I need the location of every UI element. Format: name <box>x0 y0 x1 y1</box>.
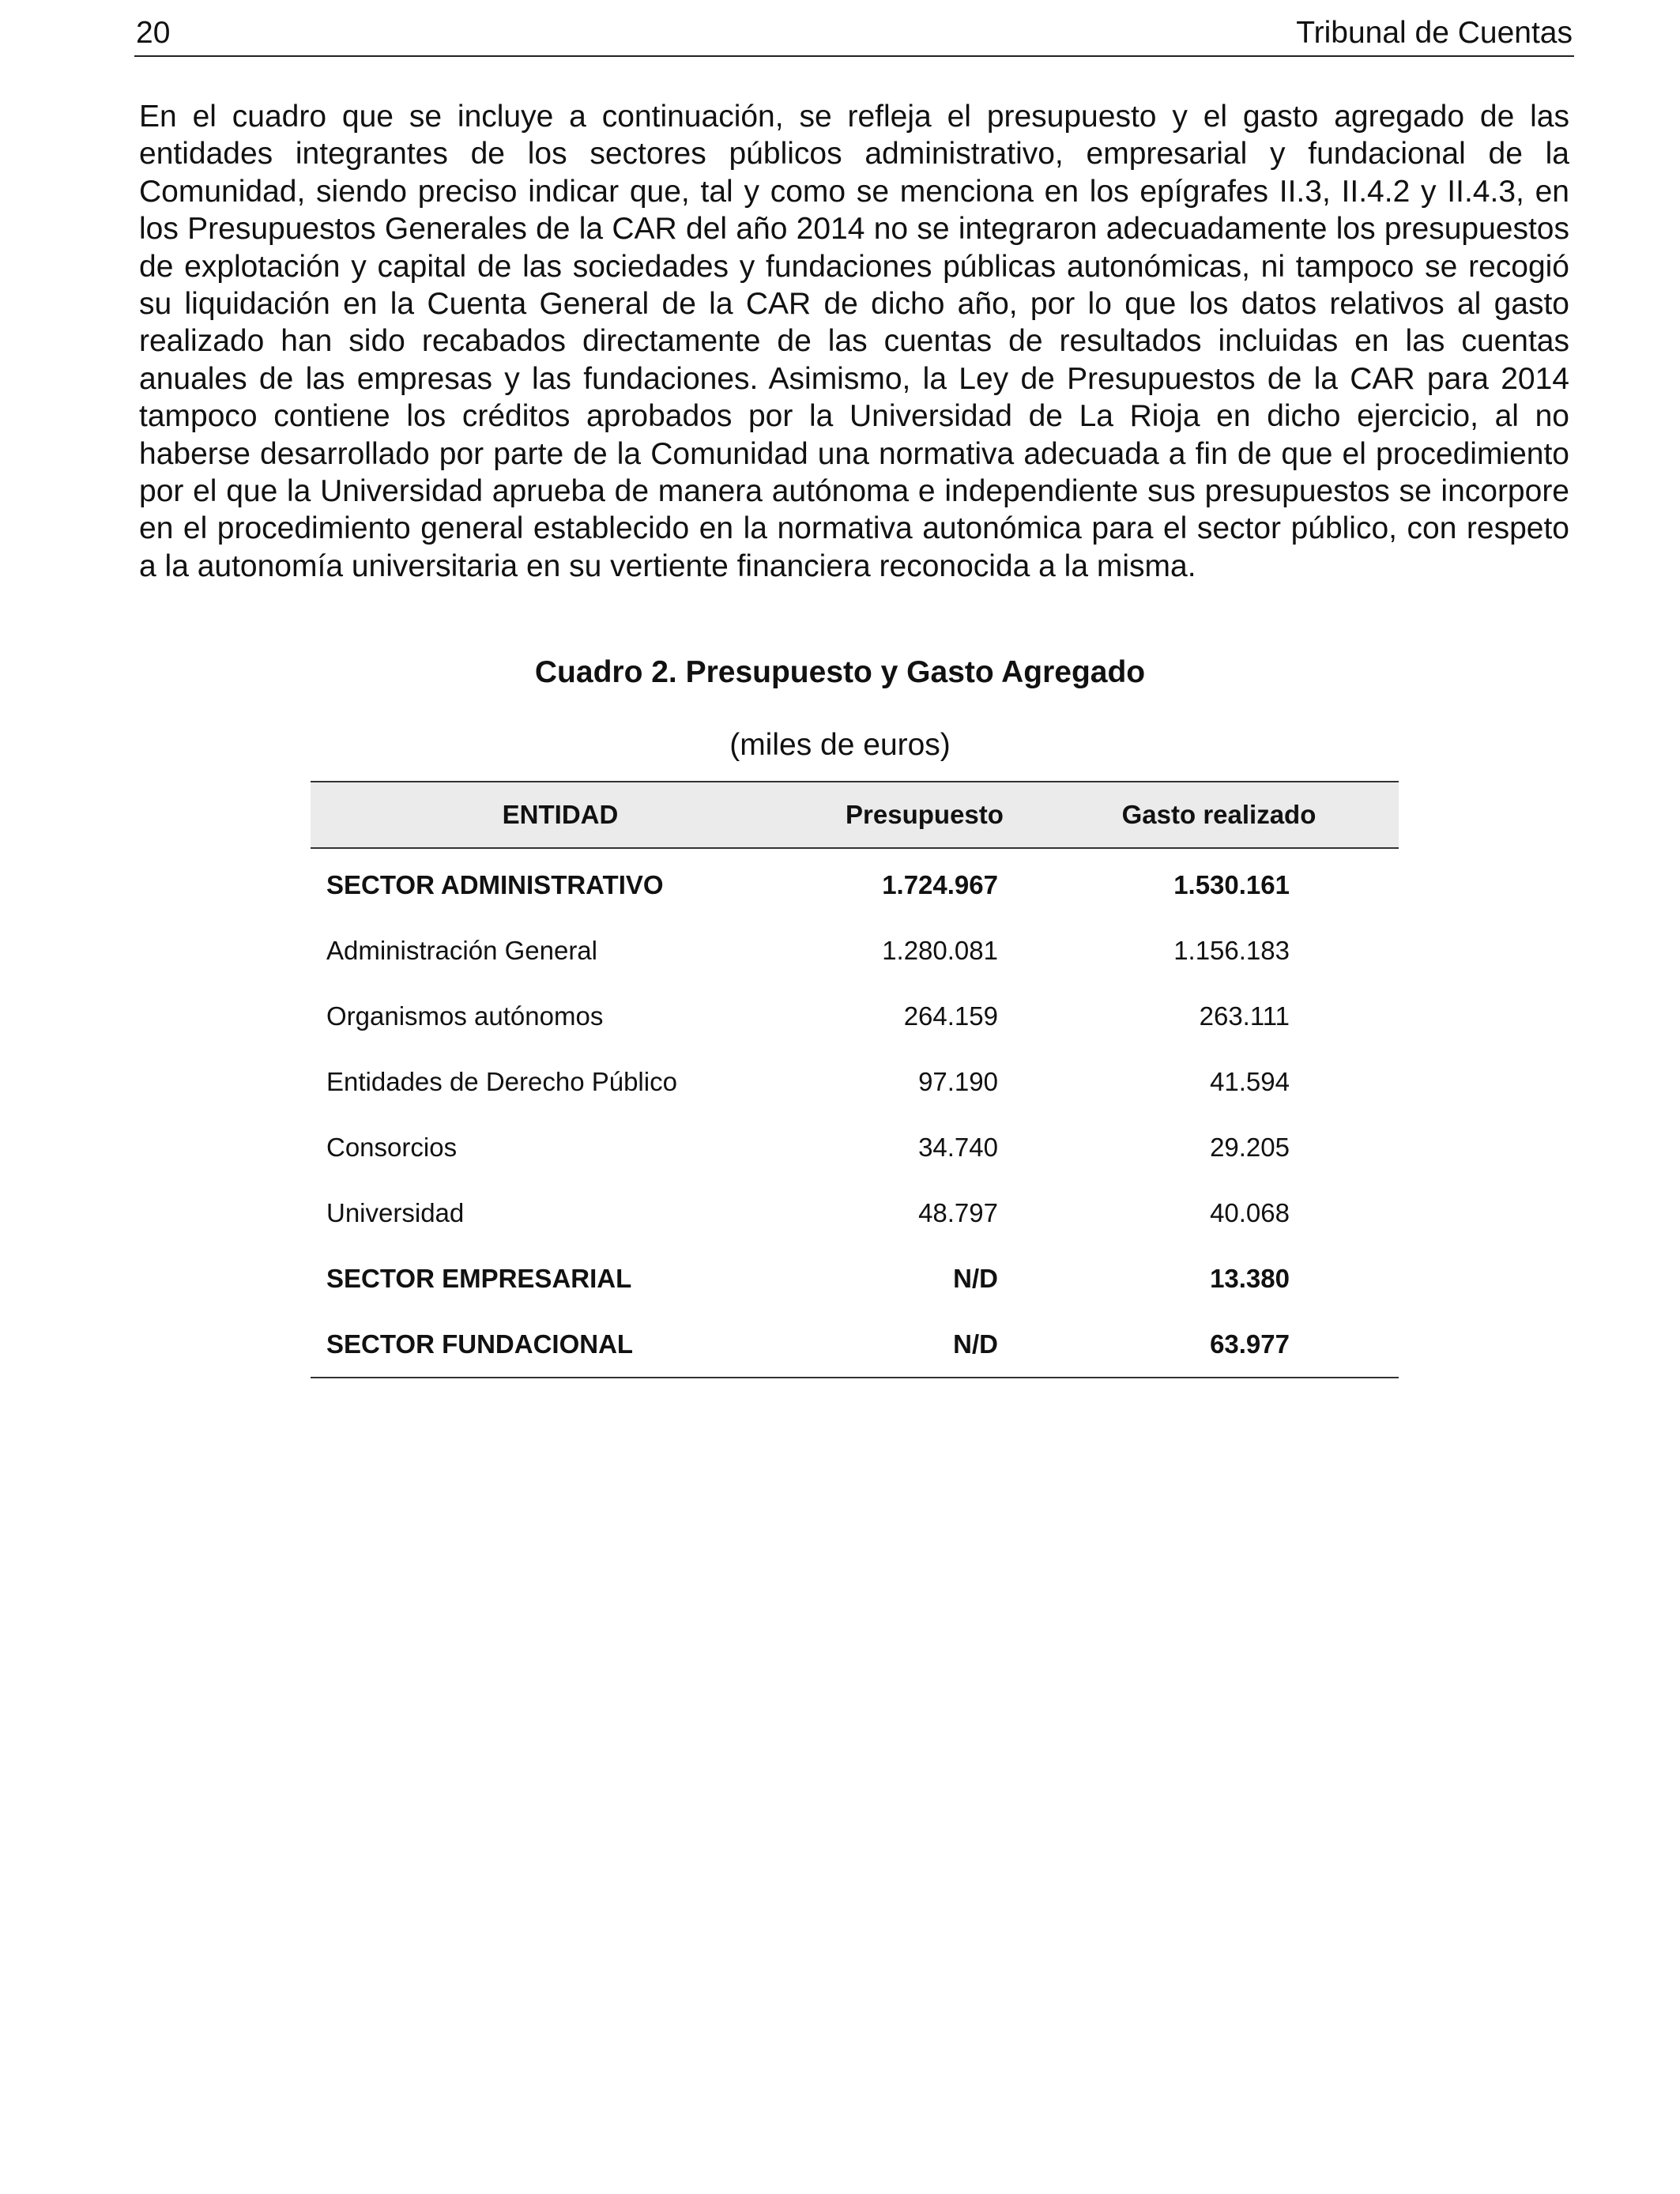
row-entity: Entidades de Derecho Público <box>326 1066 677 1096</box>
budget-table <box>311 781 1399 1378</box>
row-entity: SECTOR FUNDACIONAL <box>311 1311 810 1378</box>
row-budget: 264.159 <box>903 1001 998 1031</box>
row-spent: 63.977 <box>1039 1311 1399 1378</box>
row-entity: Organismos autónomos <box>326 1001 604 1031</box>
body-paragraph: En el cuadro que se incluye a continuación, se refleja el presupuesto y el gasto agregado de las entidades integrantes de los sectores públicos administrativo, empresarial y fundacional de la Comunidad, siendo preciso indicar que, tal y como se menciona en los epígrafes II.3, II.4.2 y II.4.3, en los Presupuestos Generales de la CAR del año 2014 no se integraron adecuadamente los presupuestos de explotación y capital de las sociedades y fundaciones públicas autonómicas, ni tampoco se recogió su liquidación en la Cuenta General de la CAR de dicho año, por lo que los datos relativos al gasto realizado han sido recabados directamente de las cuentas de resultados incluidas en las cuentas anuales de las empresas y las fundaciones. Asimismo, la Ley de Presupuestos de la CAR para 2014 tampoco contiene los créditos aprobados por la Universidad de La Rioja en dicho ejercicio, al no haberse desarrollado por parte de la Comunidad una normativa adecuada a fin de que el procedimiento por el que la Universidad aprueba de manera autónoma e independiente sus presupuestos se incorpore en el procedimiento general establecido en la normativa autonómica para el sector público, con respeto a la autonomía universitaria en su vertiente financiera reconocida a la misma. <box>139 100 1569 583</box>
table-row <box>311 1049 1399 1114</box>
row-spent: 1.530.161 <box>1173 869 1290 899</box>
table-row <box>311 1180 1399 1246</box>
column-header-entity: ENTIDAD <box>311 782 810 848</box>
row-spent: 1.156.183 <box>1173 935 1290 965</box>
table-row <box>311 848 1399 918</box>
row-spent: 29.205 <box>1210 1132 1290 1162</box>
page-header <box>134 11 1574 57</box>
row-budget: 97.190 <box>918 1066 998 1096</box>
column-header-spent: Gasto realizado <box>1039 782 1399 848</box>
row-budget: N/D <box>810 1311 1039 1378</box>
page-number: 20 <box>136 16 171 50</box>
table-title: Cuadro 2. Presupuesto y Gasto Agregado <box>534 655 1146 689</box>
table-row <box>311 1114 1399 1180</box>
row-budget: 1.280.081 <box>882 935 998 965</box>
row-budget: N/D <box>953 1263 998 1293</box>
row-spent: 13.380 <box>1210 1263 1290 1293</box>
row-entity: Administración General <box>326 935 597 965</box>
table-row <box>311 1311 1399 1378</box>
row-entity: SECTOR EMPRESARIAL <box>326 1263 632 1293</box>
row-entity: Consorcios <box>326 1132 458 1162</box>
row-budget: 1.724.967 <box>882 869 998 899</box>
row-entity: Universidad <box>326 1197 465 1227</box>
row-budget: 34.740 <box>918 1132 998 1162</box>
row-spent: 263.111 <box>1199 1001 1290 1031</box>
row-budget: 48.797 <box>918 1197 998 1227</box>
row-spent: 41.594 <box>1210 1066 1290 1096</box>
header-title: Tribunal de Cuentas <box>1296 16 1573 50</box>
column-header-budget: Presupuesto <box>810 782 1039 848</box>
row-spent: 40.068 <box>1210 1197 1290 1227</box>
table-row <box>311 983 1399 1049</box>
table-row <box>311 918 1399 983</box>
table-header-row <box>311 782 1399 848</box>
row-entity: SECTOR ADMINISTRATIVO <box>326 869 664 899</box>
table-row <box>311 1246 1399 1311</box>
table-subtitle: (miles de euros) <box>729 728 951 762</box>
